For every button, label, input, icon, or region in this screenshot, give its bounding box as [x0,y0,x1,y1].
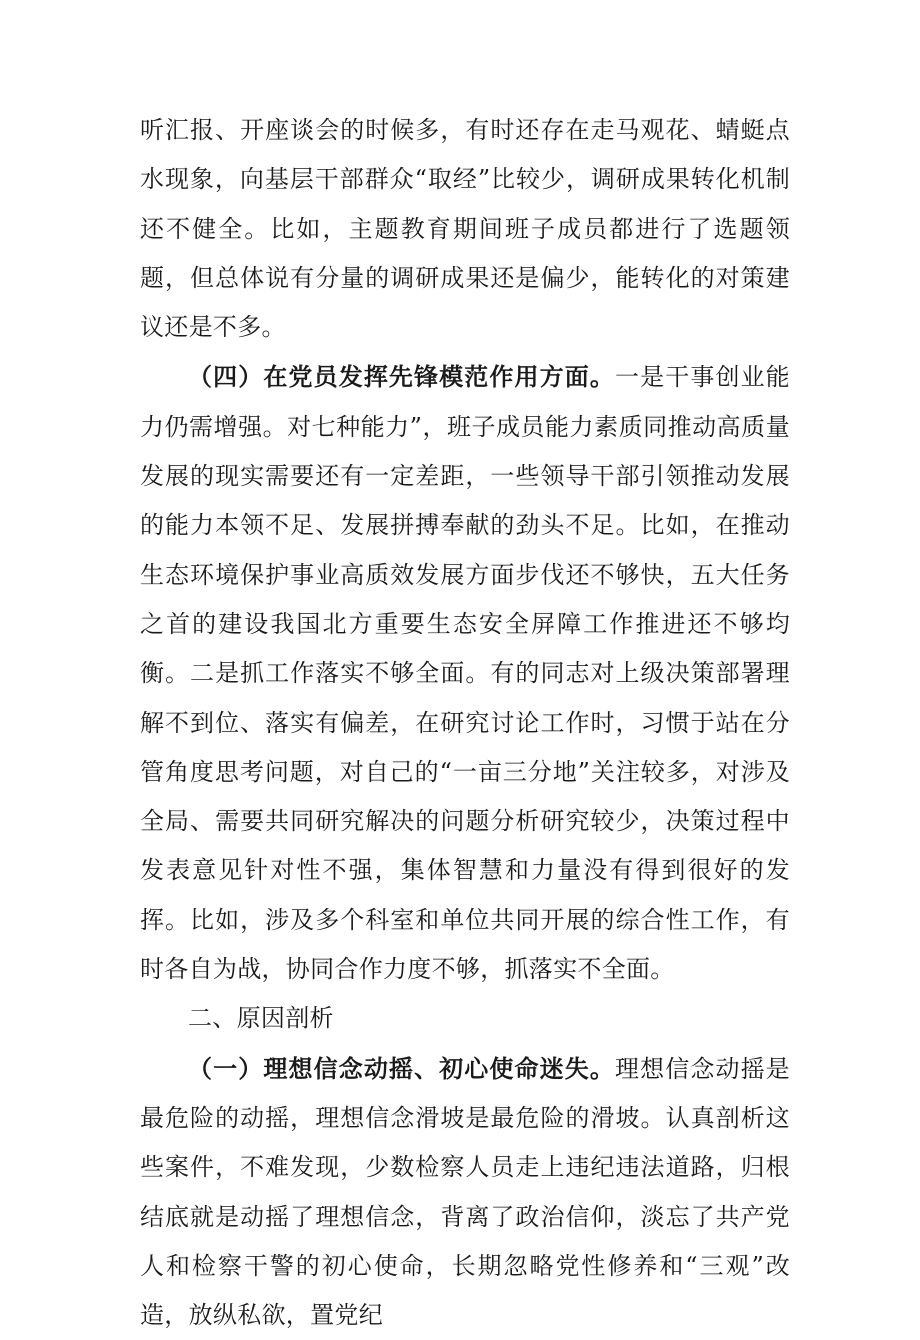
section-heading-four: （四）在党员发挥先锋模范作用方面。 [188,362,615,392]
document-page [140,106,790,1340]
paragraph-ideals-beliefs [140,1044,790,1340]
paragraph-party-member-role [140,352,790,994]
section-title-cause-analysis: 二、原因剖析 [188,1004,334,1033]
section-heading-one: （一）理想信念动摇、初心使命迷失。 [188,1053,615,1083]
paragraph-party-member-role-body: 一是干事创业能力仍需增强。对七种能力”，班子成员能力素质同推动高质量发展的现实需要还有一定差距，一些领导干部引领推动发展的能力本领不足、发展拼搏奉献的劲头不足。比如，在推动生态环境保护事业高质效发展方面步伐还不够快，五大任务之首的建设我国北方重要生态安全屏障工作推进还不够均衡。二是抓工作落实不够全面。有的同志对上级决策部署理解不到位、落实有偏差，在研究讨论工作时，习惯于站在分管角度思考问题，对自己的“一亩三分地”关注较多，对涉及全局、需要共同研究解决的问题分析研究较少，决策过程中发表意见针对性不强，集体智慧和力量没有得到很好的发挥。比如，涉及多个科室和单位共同开展的综合性工作，有时各自为战，协同合作力度不够，抓落实不全面。 [140,363,790,984]
paragraph-research-shortcomings: 听汇报、开座谈会的时候多，有时还存在走马观花、蜻蜓点水现象，向基层干部群众“取经”比较少，调研成果转化机制还不健全。比如，主题教育期间班子成员都进行了选题领题，但总体说有分量的调研成果还是偏少，能转化的对策建议还是不多。 [140,116,790,342]
paragraph-ideals-beliefs-body: 理想信念动摇是最危险的动摇，理想信念滑坡是最危险的滑坡。认真剖析这些案件，不难发现，少数检察人员走上违纪违法道路，归根结底就是动摇了理想信念，背离了政治信仰，淡忘了共产党人和检察干警的初心使命，长期忽略党性修养和“三观”改造，放纵私欲，置党纪 [140,1054,790,1330]
